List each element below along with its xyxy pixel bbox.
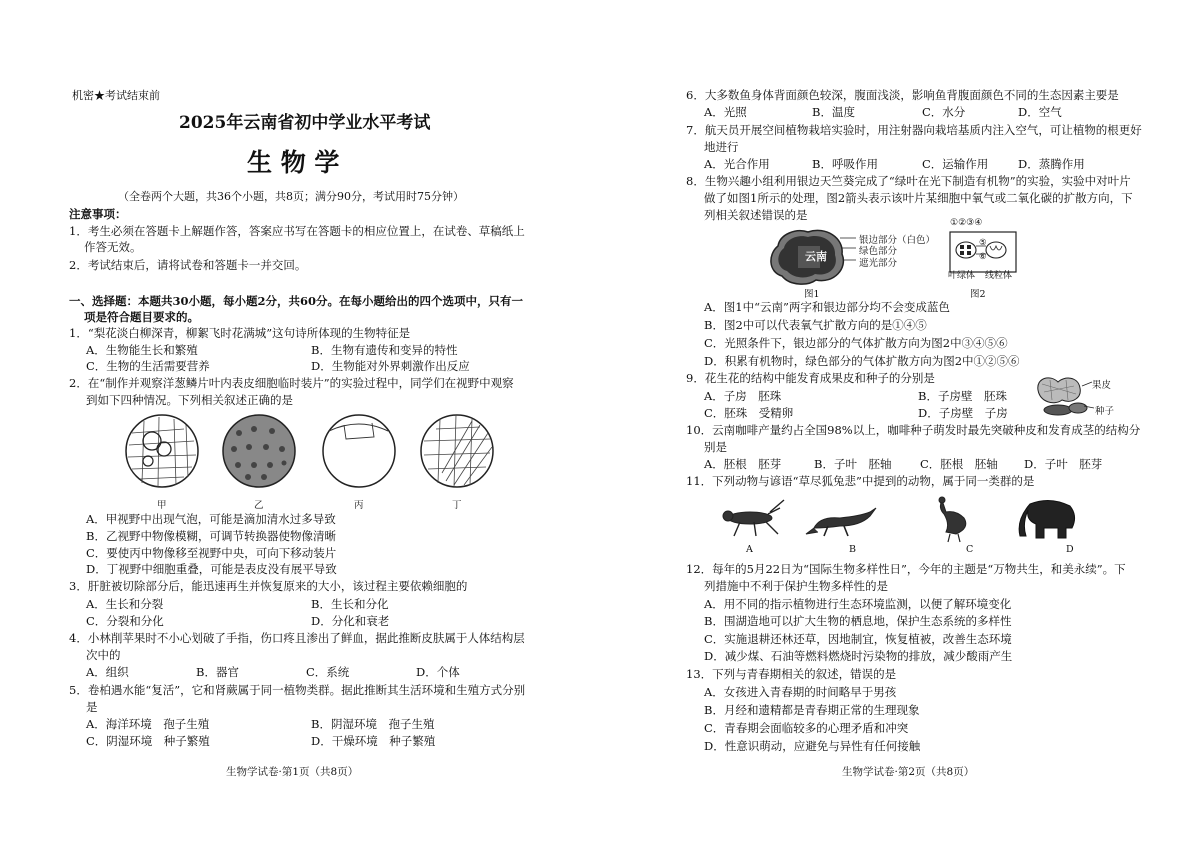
leaf-pointer-lines <box>838 234 858 274</box>
q4-option-d[interactable]: D．个体 <box>416 665 460 679</box>
confidential-label: 机密★考试结束前 <box>72 89 160 102</box>
question-10-cont: 别是 <box>704 440 727 454</box>
notice-2: 2．考试结束后，请将试卷和答题卡一并交回。 <box>69 258 307 272</box>
question-8: 8．生物兴趣小组利用银边天竺葵完成了“绿叶在光下制造有机物”的实验，实验中对叶片 <box>686 174 1131 188</box>
q2-option-a[interactable]: A．甲视野中出现气泡，可能是滴加清水过多导致 <box>86 512 336 526</box>
q3-option-c[interactable]: C．分裂和分化 <box>86 614 164 628</box>
question-13: 13．下列与青春期相关的叙述，错误的是 <box>686 667 897 681</box>
question-10: 10．云南咖啡产量约占全国98%以上，咖啡种子萌发时最先突破种皮和发育成茎的结构分 <box>686 423 1141 437</box>
q10-option-d[interactable]: D．子叶 胚芽 <box>1024 457 1103 471</box>
q8-option-b[interactable]: B．图2中可以代表氧气扩散方向的是①④⑤ <box>704 318 927 332</box>
q12-option-a[interactable]: A．用不同的指示植物进行生态环境监测，以便了解环境变化 <box>704 597 1012 611</box>
q4-option-b[interactable]: B．器官 <box>196 665 239 679</box>
figure-2-arrow-6: ⑥ <box>979 252 987 262</box>
figure-2-caption: 图2 <box>970 289 986 300</box>
q1-option-b[interactable]: B．生物有遗传和变异的特性 <box>311 343 458 357</box>
question-5-cont: 是 <box>86 700 98 714</box>
elephant-image <box>1019 500 1074 538</box>
figure-2-arrow-5: ⑤ <box>979 238 987 248</box>
q7-option-a[interactable]: A．光合作用 <box>704 157 770 171</box>
q4-option-a[interactable]: A．组织 <box>86 665 129 679</box>
q9-option-d[interactable]: D．子房壁 子房 <box>918 406 1008 420</box>
leaf-label-silver-edge: 银边部分（白色） <box>859 235 936 246</box>
view-ding <box>421 415 493 487</box>
exam-title: 2025年云南省初中学业水平考试 <box>179 113 431 133</box>
q2-option-c[interactable]: C．要使丙中物像移至视野中央，可向下移动装片 <box>86 546 337 560</box>
view-label-bing: 丙 <box>354 500 364 511</box>
crocodile-image <box>806 508 876 536</box>
q10-option-b[interactable]: B．子叶 胚轴 <box>814 457 892 471</box>
question-8-cont2: 列相关叙述错误的是 <box>704 208 808 222</box>
figure-2-numbers: ①②③④ <box>950 218 983 228</box>
q12-option-b[interactable]: B．围湖造地可以扩大生物的栖息地，保护生态系统的多样性 <box>704 614 1012 628</box>
q10-option-a[interactable]: A．胚根 胚芽 <box>704 457 782 471</box>
exam-page-2 <box>600 0 1200 849</box>
q7-option-c[interactable]: C．运输作用 <box>922 157 989 171</box>
q6-option-a[interactable]: A．光照 <box>704 105 747 119</box>
animal-images <box>710 494 1110 544</box>
animal-label-a[interactable]: A <box>746 544 753 555</box>
question-4: 4．小林削苹果时不小心划破了手指，伤口疼且渗出了鲜血，据此推断皮肤属于人体结构层 <box>69 631 525 645</box>
leaf-text: 云南 <box>805 250 827 263</box>
q8-option-c[interactable]: C．光照条件下，银边部分的气体扩散方向为图2中③④⑤⑥ <box>704 336 1008 350</box>
q12-option-d[interactable]: D．减少煤、石油等燃料燃烧时污染物的排放，减少酸雨产生 <box>704 649 1013 663</box>
question-8-cont: 做了如图1所示的处理，图2箭头表示该叶片某细胞中氧气或二氧化碳的扩散方向，下 <box>704 191 1133 205</box>
page-footer: 生物学试卷·第1页（共8页） <box>226 766 359 778</box>
question-6: 6．大多数鱼身体背面颜色较深，腹面浅淡，影响鱼背腹面颜色不同的生态因素主要是 <box>686 88 1119 102</box>
question-2: 2．在“制作并观察洋葱鳞片叶内表皮细胞临时装片”的实验过程中，同学们在视野中观察 <box>69 376 514 390</box>
q6-option-d[interactable]: D．空气 <box>1018 105 1062 119</box>
leaf-label-shaded: 遮光部分 <box>859 258 898 269</box>
question-7: 7．航天员开展空间植物栽培实验时，用注射器向栽培基质内注入空气，可让植物的根更好 <box>686 123 1142 137</box>
q9-option-a[interactable]: A．子房 胚珠 <box>704 389 782 403</box>
q3-option-a[interactable]: A．生长和分裂 <box>86 597 164 611</box>
q13-option-b[interactable]: B．月经和遗精都是青春期正常的生理现象 <box>704 703 920 717</box>
view-yi <box>223 415 295 487</box>
q1-option-c[interactable]: C．生物的生活需要营养 <box>86 359 210 373</box>
question-3: 3．肝脏被切除部分后，能迅速再生并恢复原来的大小，该过程主要依赖细胞的 <box>69 579 468 593</box>
q7-option-b[interactable]: B．呼吸作用 <box>812 157 878 171</box>
grasshopper-image <box>723 500 784 536</box>
view-label-ding: 丁 <box>452 500 462 511</box>
q5-option-a[interactable]: A．海洋环境 孢子生殖 <box>86 717 210 731</box>
notice-1-cont: 作答无效。 <box>84 240 142 254</box>
q10-option-c[interactable]: C．胚根 胚轴 <box>920 457 998 471</box>
question-2-cont: 到如下四种情况。下列相关叙述正确的是 <box>86 393 293 407</box>
pericarp-label: 果皮 <box>1092 380 1112 391</box>
chloroplast-label: 叶绿体 <box>948 271 976 281</box>
q3-option-b[interactable]: B．生长和分化 <box>311 597 389 611</box>
q3-option-d[interactable]: D．分化和衰老 <box>311 614 390 628</box>
question-4-cont: 次中的 <box>86 648 121 662</box>
section-1-heading: 一、选择题：本题共30小题，每小题2分，共60分。在每小题给出的四个选项中，只有一 <box>69 294 524 308</box>
notice-heading: 注意事项： <box>69 207 127 221</box>
q2-option-d[interactable]: D．丁视野中细胞重叠，可能是表皮没有展平导致 <box>86 562 337 576</box>
q8-option-a[interactable]: A．图1中“云南”两字和银边部分均不会变成蓝色 <box>704 300 950 314</box>
mitochondrion-label: 线粒体 <box>985 271 1013 281</box>
question-12: 12．每年的5月22日为“国际生物多样性日”，今年的主题是“万物共生，和美永续”。下 <box>686 562 1126 576</box>
page-footer: 生物学试卷·第2页（共8页） <box>842 766 975 778</box>
q2-option-b[interactable]: B．乙视野中物像模糊，可调节转换器使物像清晰 <box>86 529 336 543</box>
notice-1: 1．考生必须在答题卡上解题作答，答案应书写在答题卡的相应位置上，在试卷、草稿纸上 <box>69 224 525 238</box>
q5-option-d[interactable]: D．干燥环境 种子繁殖 <box>311 734 436 748</box>
q9-option-b[interactable]: B．子房壁 胚珠 <box>918 389 1007 403</box>
view-jia <box>126 415 198 487</box>
subject-title: 生 物 学 <box>247 148 340 177</box>
question-7-cont: 地进行 <box>704 140 739 154</box>
q5-option-b[interactable]: B．阴湿环境 孢子生殖 <box>311 717 435 731</box>
q13-option-d[interactable]: D．性意识萌动，应避免与异性有任何接触 <box>704 739 921 753</box>
animal-label-d[interactable]: D <box>1066 544 1074 555</box>
microscope-views-figure <box>124 411 494 501</box>
leaf-label-green: 绿色部分 <box>859 246 898 257</box>
q5-option-c[interactable]: C．阴湿环境 种子繁殖 <box>86 734 210 748</box>
q4-option-c[interactable]: C．系统 <box>306 665 350 679</box>
q9-option-c[interactable]: C．胚珠 受精卵 <box>704 406 794 420</box>
seed-label: 种子 <box>1095 406 1115 417</box>
animal-label-c[interactable]: C <box>966 544 974 555</box>
q1-option-a[interactable]: A．生物能生长和繁殖 <box>86 343 198 357</box>
q7-option-d[interactable]: D．蒸腾作用 <box>1018 157 1085 171</box>
question-11: 11．下列动物与谚语“草尽狐兔悲”中提到的动物，属于同一类群的是 <box>686 474 1035 488</box>
question-12-cont: 列措施中不利于保护生物多样性的是 <box>704 579 888 593</box>
view-bing <box>323 415 395 487</box>
q13-option-c[interactable]: C．青春期会面临较多的心理矛盾和冲突 <box>704 721 909 735</box>
section-1-heading-cont: 项是符合题目要求的。 <box>84 310 199 324</box>
question-1: 1．“梨花淡白柳深青，柳絮飞时花满城”这句诗所体现的生物特征是 <box>69 326 411 340</box>
view-label-jia: 甲 <box>157 500 167 511</box>
question-9: 9．花生花的结构中能发育成果皮和种子的分别是 <box>686 371 935 385</box>
q12-option-c[interactable]: C．实施退耕还林还草，因地制宜，恢复植被，改善生态环境 <box>704 632 1012 646</box>
exam-meta: （全卷两个大题，共36个小题，共8页；满分90分，考试用时75分钟） <box>118 190 464 203</box>
peacock-image <box>939 497 966 542</box>
q6-option-b[interactable]: B．温度 <box>812 105 855 119</box>
q13-option-a[interactable]: A．女孩进入青春期的时间略早于男孩 <box>704 685 897 699</box>
question-5: 5．卷柏遇水能“复活”，它和肾蕨属于同一植物类群。据此推断其生活环境和生殖方式分别 <box>69 683 526 697</box>
q8-option-d[interactable]: D．积累有机物时，绿色部分的气体扩散方向为图2中①②⑤⑥ <box>704 354 1020 368</box>
q1-option-d[interactable]: D．生物能对外界刺激作出反应 <box>311 359 470 373</box>
animal-label-b[interactable]: B <box>849 544 856 555</box>
q6-option-c[interactable]: C．水分 <box>922 105 966 119</box>
figure-1-caption: 图1 <box>804 289 820 300</box>
view-label-yi: 乙 <box>254 500 264 511</box>
